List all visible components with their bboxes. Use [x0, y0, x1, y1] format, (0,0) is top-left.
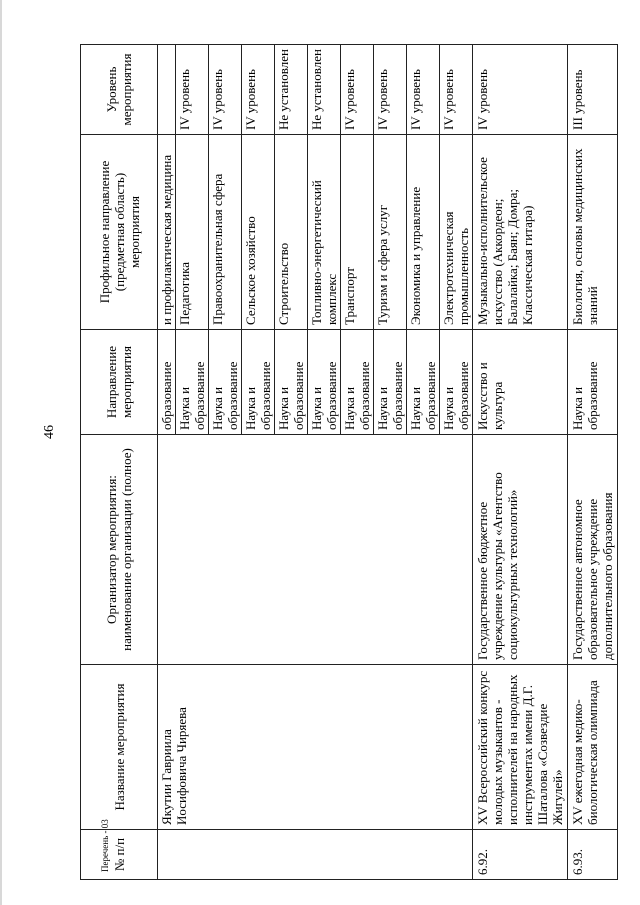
cell-profile: Музыкально-исполнительское искусство (Аккордеон; Балалайка; Баян; Домра; Классическая гитара) — [473, 135, 568, 330]
cell-organizer: Государственное бюджетное учреждение культуры «Агентство социокультурных технологий» — [473, 435, 568, 665]
cell-profile: Топливно-энергетический комплекс — [308, 135, 341, 330]
table-row — [568, 45, 618, 880]
cell-level: Не установлен — [308, 45, 341, 135]
cell-direction: Наука и образование — [176, 330, 209, 435]
cell-num: 6.92. — [473, 830, 568, 880]
cell-direction: Искусство и культура — [473, 330, 568, 435]
cell-organizer: Государственное автономное образовательное учреждение дополнительного образования — [568, 435, 618, 665]
cell-name: XV Всероссийский конкурс молодых музыкантов - исполнителей на народных инструментах имени Д.Г. Шаталова «Созвездие Жигулей» — [473, 665, 568, 830]
cell-profile: Биология, основы медицинских знаний — [568, 135, 618, 330]
cell-num: 6.93. — [568, 830, 618, 880]
events-table-container — [80, 45, 615, 880]
table-row — [158, 45, 176, 880]
header-profile: Профильное направление (предметная область) мероприятия — [81, 135, 158, 330]
cell-direction: Наука и образование — [275, 330, 308, 435]
cell-organizer — [158, 435, 473, 665]
cell-direction: Наука и образование — [209, 330, 242, 435]
cell-name: XV ежегодная медико-биологическая олимпиада — [568, 665, 618, 830]
cell-direction: Наука и образование — [374, 330, 407, 435]
cell-profile: Строительство — [275, 135, 308, 330]
cell-num — [158, 830, 473, 880]
cell-direction: Наука и образование — [568, 330, 618, 435]
table-header-row — [81, 45, 158, 880]
cell-direction: Наука и образование — [407, 330, 440, 435]
header-name: Название мероприятия — [81, 665, 158, 830]
cell-level: IV уровень — [176, 45, 209, 135]
cell-level: IV уровень — [374, 45, 407, 135]
scan-edge — [0, 0, 2, 905]
cell-profile: Транспорт — [341, 135, 374, 330]
cell-profile: Педагогика — [176, 135, 209, 330]
cell-level: IV уровень — [440, 45, 473, 135]
cell-direction: образование — [158, 330, 176, 435]
cell-direction: Наука и образование — [242, 330, 275, 435]
header-direction: Направление мероприятия — [81, 330, 158, 435]
cell-name: Якутии Гавриила Иосифовича Чиряева — [158, 665, 473, 830]
cell-profile: Туризм и сфера услуг — [374, 135, 407, 330]
header-organizer: Организатор мероприятия: наименование организации (полное) — [81, 435, 158, 665]
cell-profile: Правоохранительная сфера — [209, 135, 242, 330]
cell-direction: Наука и образование — [440, 330, 473, 435]
cell-profile: Экономика и управление — [407, 135, 440, 330]
cell-level — [158, 45, 176, 135]
cell-level: IV уровень — [242, 45, 275, 135]
cell-profile: и профилактическая медицина — [158, 135, 176, 330]
cell-profile: Сельское хозяйство — [242, 135, 275, 330]
table-row — [473, 45, 568, 880]
header-level: Уровень мероприятия — [81, 45, 158, 135]
events-table — [80, 44, 618, 880]
cell-direction: Наука и образование — [341, 330, 374, 435]
cell-level: IV уровень — [341, 45, 374, 135]
cell-profile: Электротехническая промышленность — [440, 135, 473, 330]
cell-level: III уровень — [568, 45, 618, 135]
cell-level: IV уровень — [209, 45, 242, 135]
cell-level: IV уровень — [407, 45, 440, 135]
header-num: № п/п — [81, 830, 158, 880]
page-number: 46 — [42, 425, 57, 439]
cell-level: IV уровень — [473, 45, 568, 135]
footer-mark: Перечень - 03 — [100, 819, 110, 872]
cell-direction: Наука и образование — [308, 330, 341, 435]
cell-level: Не установлен — [275, 45, 308, 135]
